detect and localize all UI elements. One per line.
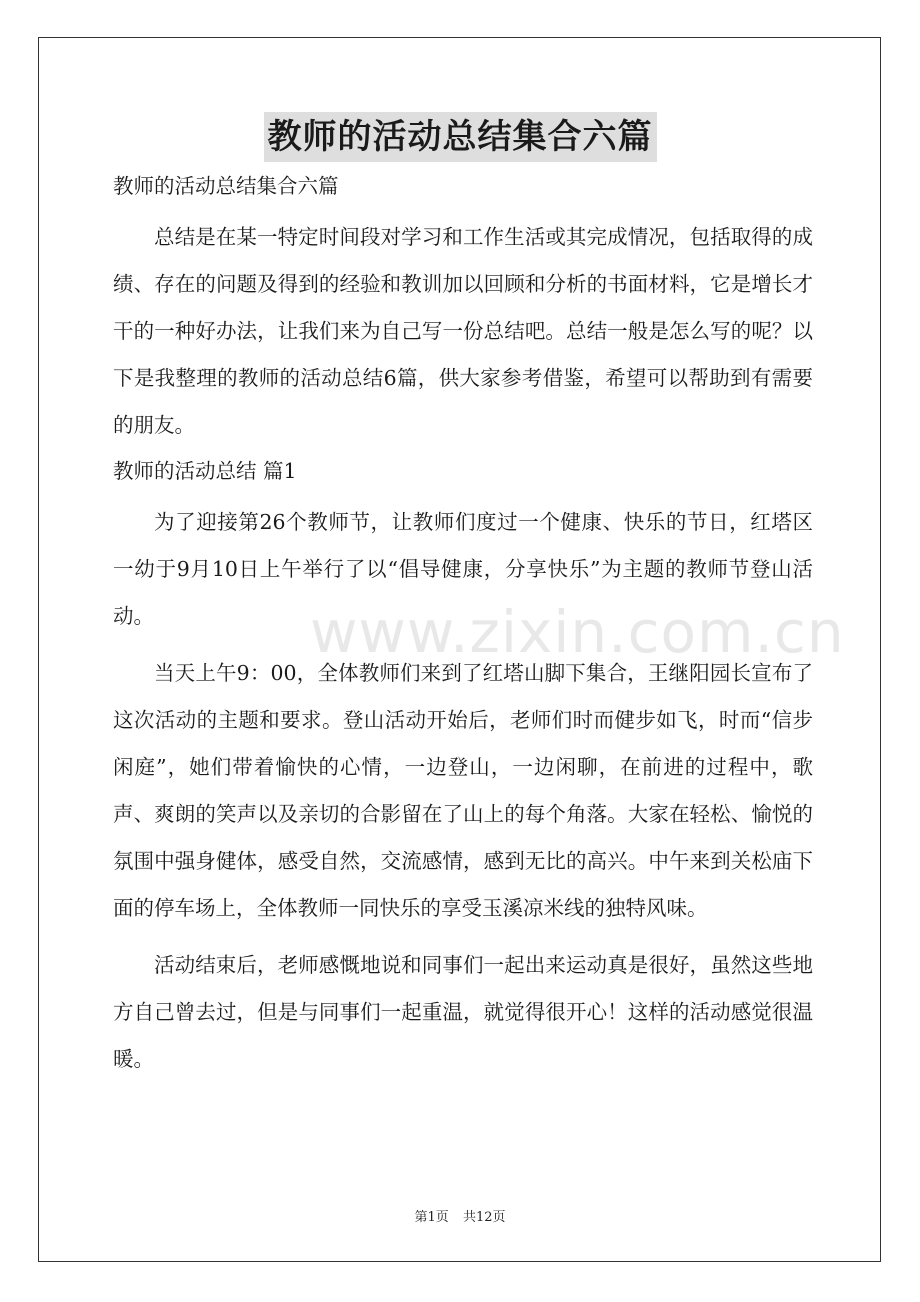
intro-paragraph: 总结是在某一特定时间段对学习和工作生活或其完成情况，包括取得的成绩、存在的问题及得到的经验和教训加以回顾和分析的书面材料，它是增长才干的一种好办法，让我们来为自己写一份总结吧。总结一般是怎么写的呢？以下是我整理的教师的活动总结6篇，供大家参考借鉴，希望可以帮助到有需要的朋友。 xyxy=(113,225,813,437)
page-number: 第1页 xyxy=(414,1210,449,1225)
title-container xyxy=(0,112,920,162)
section-heading: 教师的活动总结 篇1 xyxy=(113,459,297,483)
body-paragraph: 当天上午9：00，全体教师们来到了红塔山脚下集合，王继阳园长宣布了这次活动的主题和要求。登山活动开始后，老师们时而健步如飞，时而“信步闲庭”，她们带着愉快的心情，一边登山，一边闲聊，在前进的过程中，歌声、爽朗的笑声以及亲切的合影留在了山上的每个角落。大家在轻松、愉悦的氛围中强身健体，感受自然，交流感情，感到无比的高兴。中午来到关松庙下面的停车场上，全体教师一同快乐的享受玉溪凉米线的独特风味。 xyxy=(113,661,813,920)
body-paragraph: 为了迎接第26个教师节，让教师们度过一个健康、快乐的节日，红塔区一幼于9月10日上午举行了以“倡导健康，分享快乐”为主题的教师节登山活动。 xyxy=(113,510,813,628)
watermark: www.zixin.com.cn xyxy=(310,598,845,666)
body-paragraph: 活动结束后，老师感慨地说和同事们一起出来运动真是很好，虽然这些地方自己曾去过，但是与同事们一起重温，就觉得很开心！这样的活动感觉很温暖。 xyxy=(113,953,813,1071)
page-total: 共12页 xyxy=(462,1210,506,1225)
page-footer xyxy=(0,1206,920,1225)
document-subtitle: 教师的活动总结集合六篇 xyxy=(113,174,339,198)
document-title: 教师的活动总结集合六篇 xyxy=(264,112,657,162)
document-body xyxy=(113,164,813,1083)
